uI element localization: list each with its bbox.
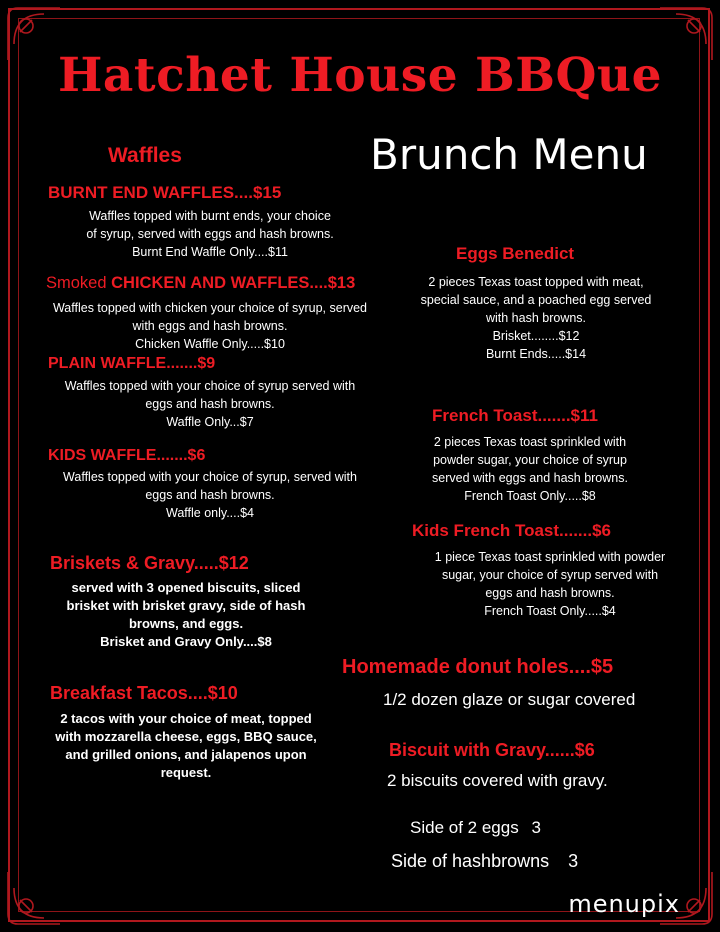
breakfast-tacos-title: Breakfast Tacos....$10 — [50, 683, 238, 703]
menupix-watermark: menupix — [568, 890, 680, 918]
description-line: French Toast Only.....$8 — [464, 489, 596, 503]
eggs-benedict-title: Eggs Benedict — [456, 244, 575, 263]
briskets-gravy-description — [46, 579, 326, 651]
side-label: Side of 2 eggs — [410, 818, 519, 837]
description-line: with eggs and hash browns. — [132, 319, 288, 333]
description-line: and grilled onions, and jalapenos upon — [65, 747, 307, 762]
briskets-gravy-title: Briskets & Gravy.....$12 — [50, 553, 249, 573]
french-toast-title: French Toast.......$11 — [432, 406, 598, 425]
biscuit-gravy-title: Biscuit with Gravy......$6 — [389, 740, 595, 760]
description-line: served with eggs and hash browns. — [432, 471, 628, 485]
description-line: 2 pieces Texas toast sprinkled with — [433, 435, 627, 449]
description-line: Burnt End Waffle Only....$11 — [132, 245, 288, 259]
description-line: Chicken Waffle Only.....$10 — [135, 337, 285, 351]
description-line: 2 tacos with your choice of meat, topped — [60, 711, 312, 726]
description-line: Waffle only....$4 — [165, 506, 254, 520]
description-line: 1 piece Texas toast sprinkled with powder — [434, 550, 666, 564]
description-line: powder sugar, your choice of syrup — [433, 453, 627, 467]
description-line: eggs and hash browns. — [145, 397, 275, 411]
description-line: Waffles topped with burnt ends, your choice — [89, 209, 331, 223]
description-line: eggs and hash browns. — [485, 586, 615, 600]
biscuit-gravy-description: 2 biscuits covered with gravy. — [387, 771, 608, 790]
side-eggs — [410, 818, 541, 838]
description-line: Brisket........$12 — [492, 329, 580, 343]
kids-waffle-title: KIDS WAFFLE.......$6 — [48, 447, 206, 464]
description-line: Waffles topped with your choice of syrup, served with — [63, 470, 357, 484]
side-price: 3 — [568, 851, 579, 871]
description-line: Brisket and Gravy Only....$8 — [100, 634, 272, 649]
donut-holes-description: 1/2 dozen glaze or sugar covered — [383, 690, 636, 709]
description-line: request. — [160, 765, 212, 780]
kids-waffle-description — [30, 468, 390, 522]
description-line: Waffle Only...$7 — [166, 415, 254, 429]
plain-waffle-title: PLAIN WAFFLE.......$9 — [48, 355, 216, 372]
description-line: sugar, your choice of syrup served with — [441, 568, 659, 582]
title-prefix: Smoked — [46, 274, 112, 292]
kids-french-toast-description — [410, 548, 690, 620]
side-price: 3 — [531, 818, 541, 837]
description-line: with hash browns. — [485, 311, 587, 325]
restaurant-title: Hatchet House BBQue — [58, 48, 662, 103]
chicken-waffles-description — [30, 299, 390, 353]
side-label: Side of hashbrowns — [391, 851, 550, 871]
description-line: French Toast Only.....$4 — [484, 604, 616, 618]
description-line: Waffles topped with chicken your choice of syrup, served — [52, 301, 368, 315]
burnt-end-waffles-title: BURNT END WAFFLES....$15 — [48, 183, 282, 202]
description-line: special sauce, and a poached egg served — [420, 293, 652, 307]
breakfast-tacos-description — [46, 710, 326, 782]
description-line: served with 3 opened biscuits, sliced — [71, 580, 301, 595]
description-line: browns, and eggs. — [128, 616, 244, 631]
eggs-benedict-description — [400, 273, 672, 363]
kids-french-toast-title: Kids French Toast.......$6 — [412, 521, 612, 540]
description-line: of syrup, served with eggs and hash browns. — [86, 227, 334, 241]
corner-ornament-icon — [4, 868, 64, 928]
chicken-waffles-title — [46, 274, 355, 293]
description-line: brisket with brisket gravy, side of hash — [66, 598, 306, 613]
waffles-heading: Waffles — [108, 144, 182, 167]
burnt-end-waffles-description — [30, 207, 390, 261]
description-line: Burnt Ends.....$14 — [485, 347, 587, 361]
description-line: Waffles topped with your choice of syrup served with — [64, 379, 356, 393]
description-line: 2 pieces Texas toast topped with meat, — [428, 275, 644, 289]
title-main: CHICKEN AND WAFFLES....$13 — [111, 274, 356, 292]
description-line: eggs and hash browns. — [145, 488, 275, 502]
donut-holes-title: Homemade donut holes....$5 — [342, 656, 614, 678]
description-line: with mozzarella cheese, eggs, BBQ sauce, — [55, 729, 317, 744]
side-hashbrowns — [391, 851, 578, 872]
plain-waffle-description — [30, 377, 390, 431]
menu-subtitle: Brunch Menu — [370, 130, 648, 179]
french-toast-description — [410, 433, 650, 505]
